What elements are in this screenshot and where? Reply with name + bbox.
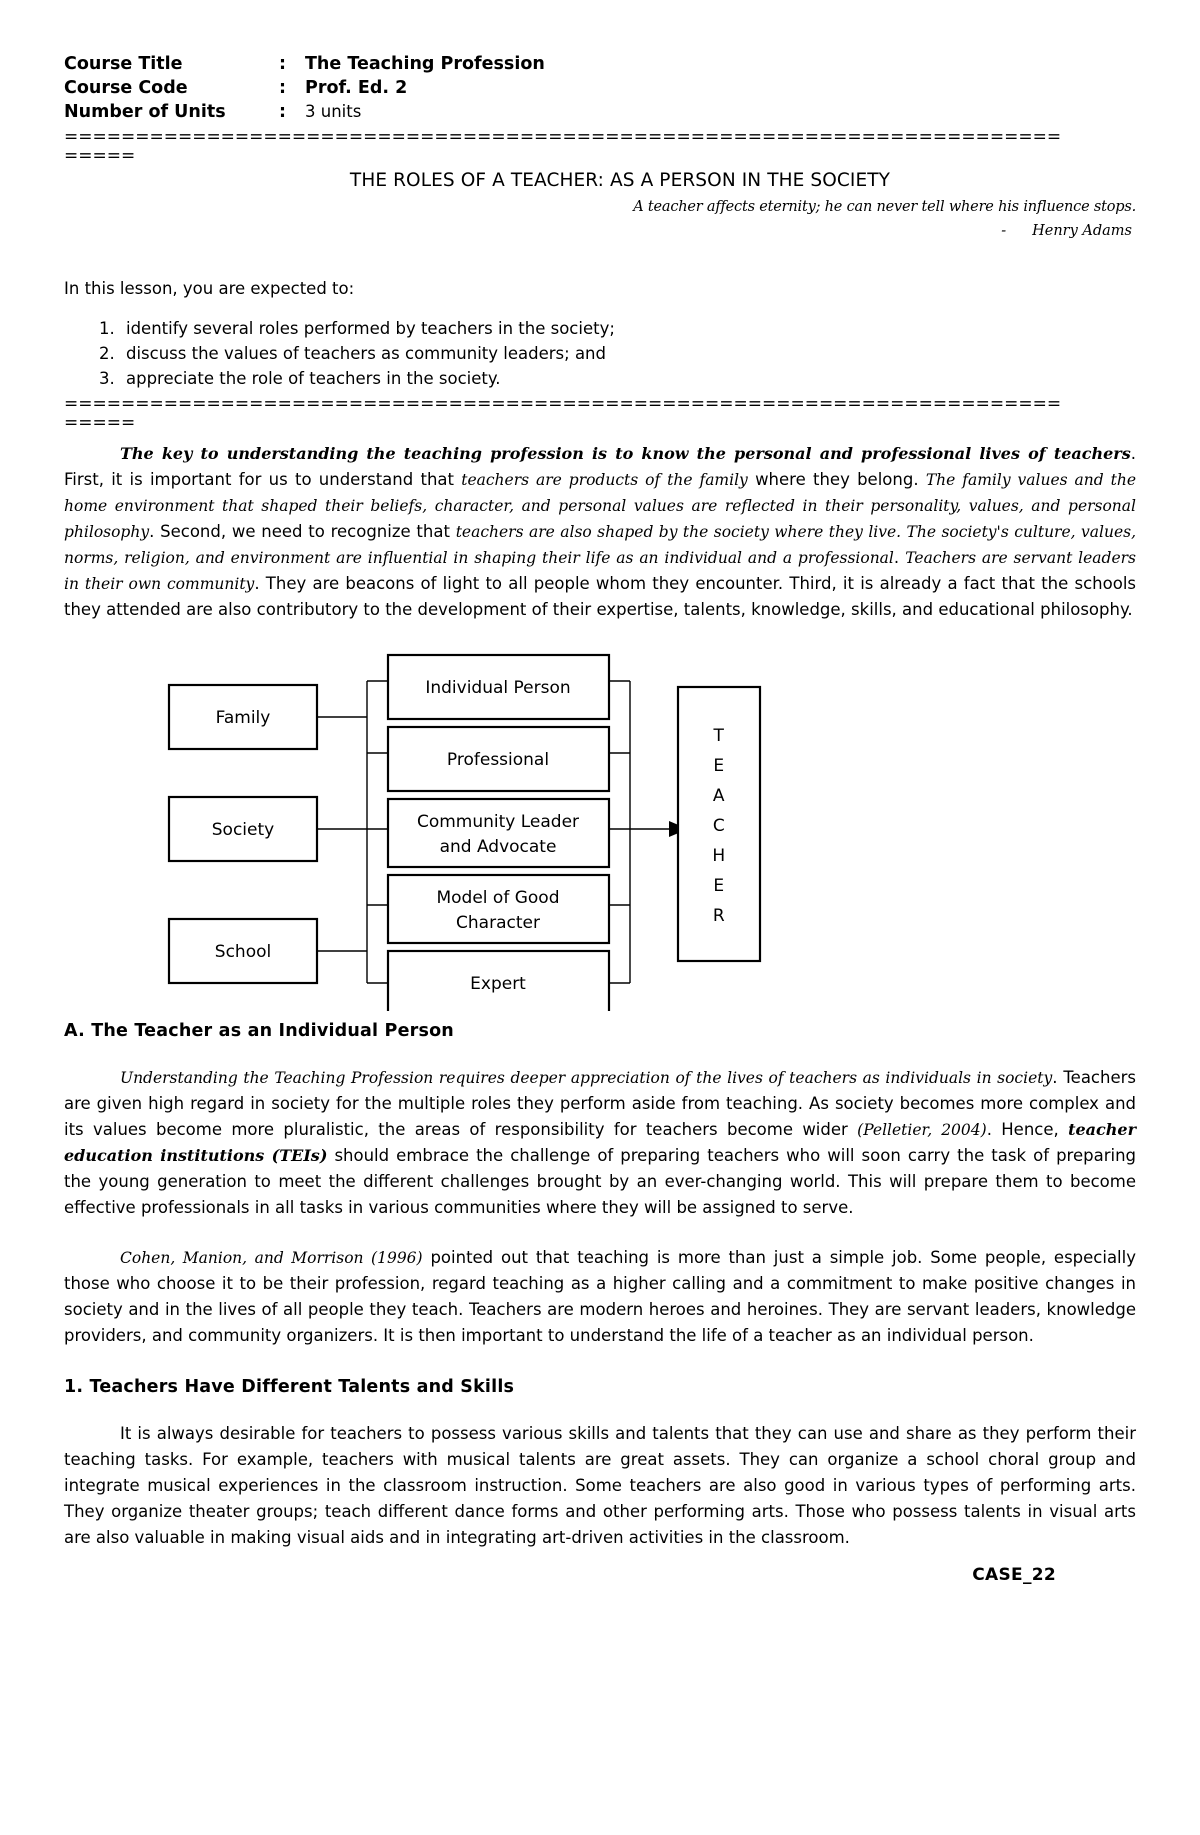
course-title-row: [64, 52, 1136, 76]
sec-a-p1-citation: (Pelletier, 2004): [857, 1121, 987, 1139]
course-units-colon: :: [279, 102, 286, 122]
section-one-paragraph: [64, 1421, 1136, 1551]
sec-a-p1-italic: Understanding the Teaching Profession requires deeper appreciation of the lives of teachers as individuals in society: [120, 1069, 1053, 1087]
para-seg-10: . They are beacons of light to all people whom they encounter. Third, it is already a fact that the schools they attended are also contributory to the development of their expertise, talents, knowledge, skills, and educational philosophy.: [64, 574, 1137, 619]
page-footer-code: CASE_22: [972, 1565, 1056, 1585]
para-seg-4: where they belong.: [747, 470, 926, 489]
course-code-colon: :: [279, 78, 286, 98]
roles-diagram: [64, 651, 1136, 1011]
sec-a-p1-seg3: . Hence,: [986, 1120, 1069, 1139]
course-code-row: [64, 76, 1136, 100]
roles-diagram-svg: [64, 651, 1136, 1011]
para-seg-6: . Second, we need to recognize that: [149, 522, 456, 541]
box-model-good-character-label-line2: Character: [456, 913, 540, 933]
section-a-heading: A. The Teacher as an Individual Person: [64, 1021, 454, 1041]
sec-a-p1-seg4: should embrace the challenge of preparing teachers who will soon carry the task of preparing the young generation to meet the different challenges brought by an ever-changing world. This will prepare them to become effective professionals in all tasks in various communities where they will be assigned to serve.: [64, 1146, 1136, 1217]
objectives-intro: In this lesson, you are expected to:: [64, 279, 355, 298]
box-family-label: Family: [215, 708, 271, 728]
section-one-heading: 1. Teachers Have Different Talents and Skills: [64, 1377, 515, 1397]
list-item: 1. identify several roles performed by teachers in the society;: [120, 316, 1136, 341]
epigraph-quote: A teacher affects eternity; he can never tell where his influence stops.: [633, 199, 1136, 215]
para-seg-8: .: [893, 548, 906, 567]
para-lead-emphasis: The key to understanding the teaching profession is to know the personal and professional lives of teachers: [120, 444, 1131, 463]
separator-rule-bottom: ===========================================================================: [64, 394, 1062, 433]
box-individual-person-label: Individual Person: [425, 678, 571, 698]
sec-a-p1-bold: teacher education institutions (TEIs): [64, 1120, 1137, 1165]
course-title-colon: :: [279, 54, 286, 74]
intro-paragraph: [64, 441, 1136, 623]
sec-a-p2-seg: pointed out that teaching is more than just a simple job. Some people, especially those who choose it to be their profession, regard teaching as a higher calling and a commitment to make positive changes in society and in the lives of all people they teach. Teachers are modern heroes and heroines. They are servant leaders, knowledge providers, and community organizers. It is then important to understand the life of a teacher as an individual person.: [64, 1248, 1136, 1345]
section-a-paragraph-1: [64, 1065, 1136, 1221]
sec-a-p1-seg2: . Teachers are given high regard in society for the multiple roles they perform aside from teaching. As society becomes more complex and its values become more pluralistic, the areas of responsibility for teachers become wider: [64, 1068, 1136, 1139]
para-seg-2: . First, it is important for us to understand that: [64, 444, 1136, 489]
attribution-name: Henry Adams: [1032, 223, 1132, 239]
list-item: 3. appreciate the role of teachers in the society.: [120, 366, 1136, 391]
box-community-leader-label-line1: Community Leader: [416, 812, 580, 832]
list-item: 2. discuss the values of teachers as community leaders; and: [120, 341, 1136, 366]
course-code-label: Course Code: [64, 78, 188, 98]
teacher-letter-2: E: [713, 756, 725, 776]
attribution-dash: -: [1001, 223, 1007, 239]
teacher-letter-1: T: [713, 726, 725, 746]
box-expert-label: Expert: [470, 974, 526, 994]
teacher-letter-4: C: [712, 816, 726, 836]
course-title-label: Course Title: [64, 54, 183, 74]
teacher-letter-6: E: [713, 876, 725, 896]
teacher-letter-7: R: [712, 906, 726, 926]
sec-a-p2-citation: Cohen, Manion, and Morrison (1996): [120, 1249, 423, 1267]
para-seg-5: The family values and the home environment that shaped their beliefs, character, and personal values are reflected in their personality, values, and personal philosophy: [64, 471, 1136, 541]
course-code-value: Prof. Ed. 2: [305, 78, 408, 98]
separator-rule-top: ===========================================================================: [64, 127, 1062, 166]
epigraph-attribution: [64, 221, 1136, 242]
section-a-paragraph-2: [64, 1245, 1136, 1349]
course-info-block: [64, 52, 1136, 124]
teacher-letter-3: A: [712, 786, 726, 806]
objectives-list: [64, 316, 1136, 391]
sec-one-text: It is always desirable for teachers to possess various skills and talents that they can use and share as they perform their teaching tasks. For example, teachers with musical talents are great assets. They can organize a school choral group and integrate musical experiences in the classroom instruction. Some teachers are also good in various types of performing arts. They organize theater groups; teach different dance forms and other performing arts. Those who possess talents in visual arts are also valuable in making visual aids and in integrating art-driven activities in the classroom.: [64, 1424, 1136, 1547]
course-units-label: Number of Units: [64, 102, 226, 122]
para-seg-9: Teachers are servant leaders in their own community: [64, 549, 1136, 593]
course-units-row: [64, 100, 1136, 124]
para-seg-3: teachers are products of the family: [461, 471, 748, 489]
box-community-leader-label-line2: and Advocate: [439, 837, 557, 857]
box-society-label: Society: [211, 820, 275, 840]
course-title-value: The Teaching Profession: [305, 54, 545, 74]
box-professional-label: Professional: [446, 750, 550, 770]
box-school-label: School: [214, 942, 272, 962]
para-seg-7: teachers are also shaped by the society where they live. The society's culture, values, norms, religion, and environment are influential in shaping their life as an individual and a professional: [64, 523, 1136, 567]
course-units-value: 3 units: [305, 102, 362, 121]
teacher-letter-5: H: [712, 846, 726, 866]
box-model-good-character-label-line1: Model of Good: [436, 888, 560, 908]
page-title: THE ROLES OF A TEACHER: AS A PERSON IN THE SOCIETY: [349, 170, 891, 191]
